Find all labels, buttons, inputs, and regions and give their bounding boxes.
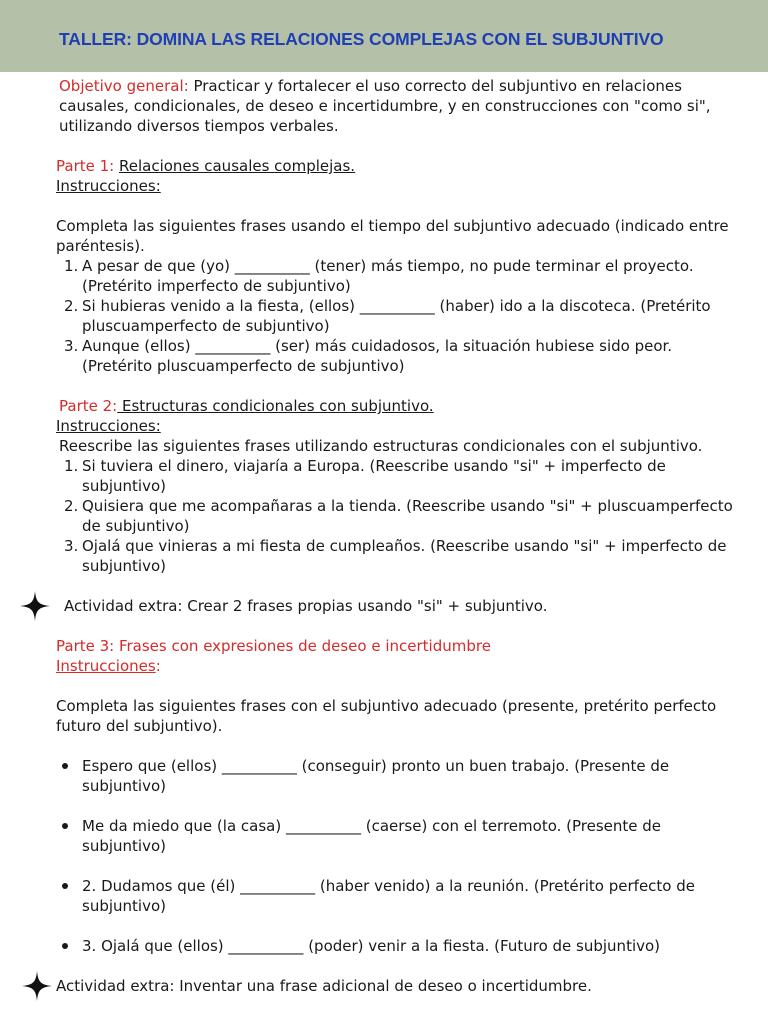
part1-title: Relaciones causales complejas. (119, 157, 356, 175)
header-banner (0, 0, 768, 72)
objective-paragraph (56, 76, 746, 136)
list-item: 2. Dudamos que (él) __________ (haber venido) a la reunión. (Pretérito perfecto de subjuntivo) (56, 876, 746, 916)
part1-instructions-label: Instrucciones: (56, 177, 161, 195)
part2-instructions: Reescribe las siguientes frases utilizando estructuras condicionales con el subjuntivo. (59, 437, 703, 455)
part3-heading: Parte 3: Frases con expresiones de deseo e incertidumbre (56, 637, 491, 655)
part3-instructions-label: Instrucciones (56, 657, 156, 675)
sparkle-icon (20, 591, 50, 621)
list-item: 3. Ojalá que (ellos) __________ (poder) venir a la fiesta. (Futuro de subjuntivo) (56, 936, 746, 956)
list-item: 1. A pesar de que (yo) __________ (tener) más tiempo, no pude terminar el proyecto. (Pretérito imperfecto de subjuntivo) (64, 257, 694, 295)
list-item: 1. Si tuviera el dinero, viajaría a Europa. (Reescribe usando "si" + imperfecto de subjuntivo) (64, 457, 666, 495)
part1-list (56, 256, 746, 376)
part2-list (56, 456, 746, 576)
part1-label: Parte 1: (56, 157, 115, 175)
part3-list (56, 756, 746, 956)
part3-instructions: Completa las siguientes frases con el subjuntivo adecuado (presente, pretérito perfecto futuro del subjuntivo). (56, 697, 717, 735)
part2-extra: Actividad extra: Crear 2 frases propias usando "si" + subjuntivo. (64, 597, 548, 615)
objective-text: Practicar y fortalecer el uso correcto del subjuntivo en relaciones causales, condicionales, de deseo e incertidumbre, y en construcciones con "como si", utilizando diversos tiempos verbales. (59, 77, 711, 135)
page-title: TALLER: DOMINA LAS RELACIONES COMPLEJAS CON EL SUBJUNTIVO (59, 29, 664, 49)
part2-extra-line (56, 596, 746, 616)
list-item: Me da miedo que (la casa) __________ (caerse) con el terremoto. (Presente de subjuntivo) (56, 816, 746, 856)
list-item: 3. Aunque (ellos) __________ (ser) más cuidadosos, la situación hubiese sido peor. (Pretérito pluscuamperfecto de subjuntivo) (64, 337, 673, 375)
part3-extra-line (56, 976, 746, 996)
worksheet-body (56, 76, 746, 996)
part3-instructions-label-line: Instrucciones: (56, 657, 161, 675)
part2-instructions-label: Instrucciones: (56, 417, 161, 435)
part1-heading (56, 156, 746, 176)
part2-title: Estructuras condicionales con subjuntivo. (117, 397, 434, 415)
list-item: 2. Quisiera que me acompañaras a la tienda. (Reescribe usando "si" + pluscuamperfecto de subjuntivo) (64, 497, 733, 535)
part3-extra: Actividad extra: Inventar una frase adicional de deseo o incertidumbre. (56, 977, 592, 995)
part1-instructions: Completa las siguientes frases usando el tiempo del subjuntivo adecuado (indicado entre paréntesis). (56, 217, 729, 255)
list-item: 2. Si hubieras venido a la fiesta, (ellos) __________ (haber) ido a la discoteca. (Pretérito pluscuamperfecto de subjuntivo) (64, 297, 711, 335)
sparkle-icon (22, 971, 52, 1001)
list-item: 3. Ojalá que vinieras a mi fiesta de cumpleaños. (Reescribe usando "si" + imperfecto de subjuntivo) (64, 537, 727, 575)
part2-label: Parte 2: (59, 397, 118, 415)
part2-heading (56, 396, 746, 416)
list-item: Espero que (ellos) __________ (conseguir) pronto un buen trabajo. (Presente de subjuntivo) (56, 756, 746, 796)
objective-label: Objetivo general: (59, 77, 189, 95)
